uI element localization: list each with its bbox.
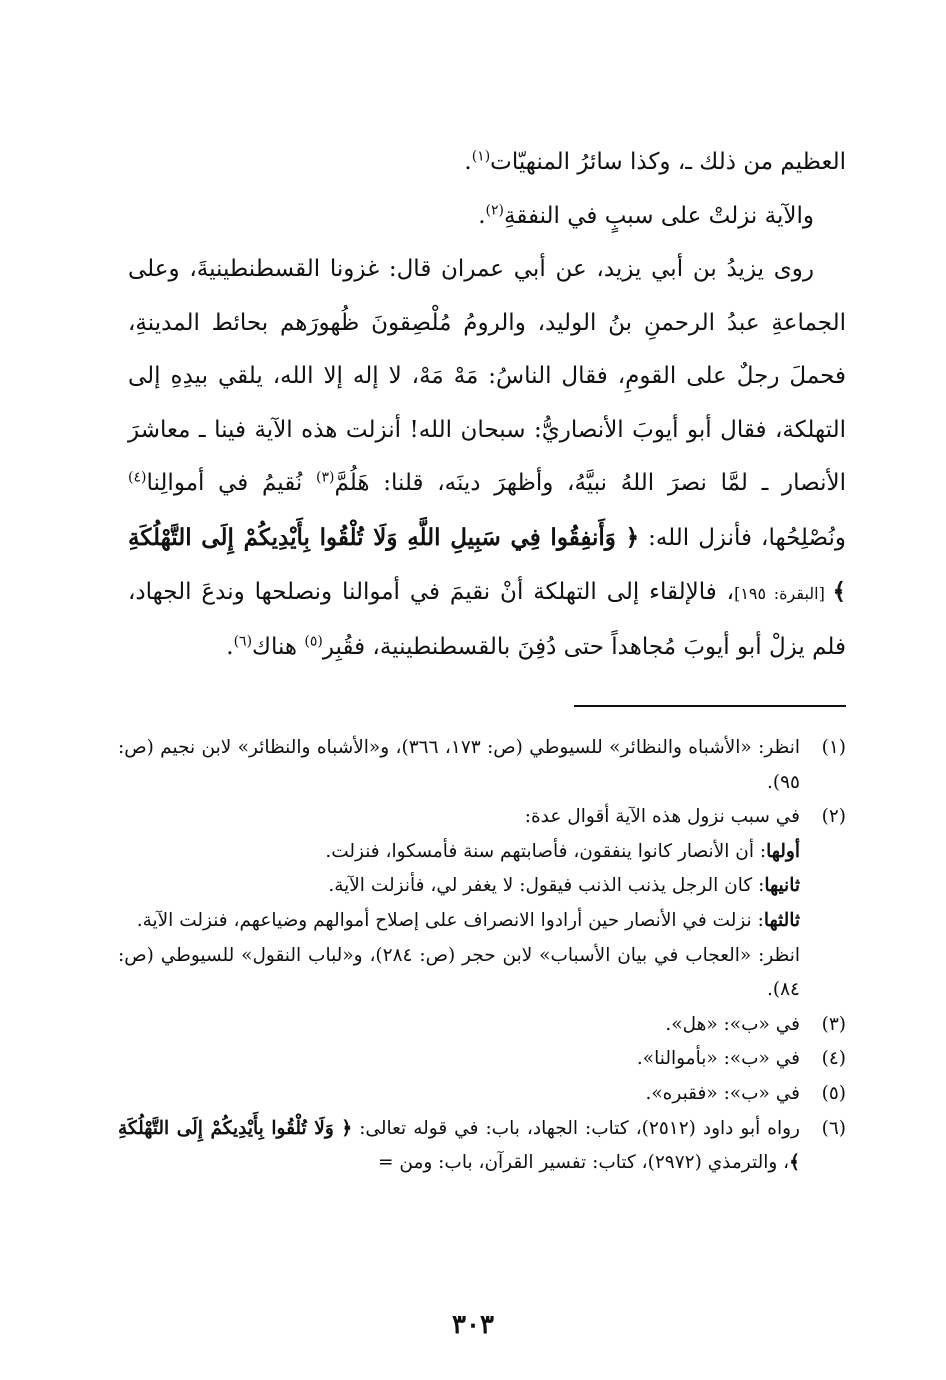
footnote-6: [118, 1112, 846, 1181]
quran-verse: ﴿ وَأَنفِقُوا فِي سَبِيلِ اللَّهِ وَلَا تُلْقُوا بِأَيْدِيكُمْ إِلَى التَّهْلُكَةِ ﴾: [128, 523, 846, 605]
footnote-4: [118, 1042, 846, 1077]
quran-verse: ﴿ وَلَا تُلْقُوا بِأَيْدِيكُمْ إِلَى التَّهْلُكَةِ ﴾: [118, 1117, 800, 1174]
footnote-number: (٣): [821, 1013, 846, 1035]
footnote-item-label: أولها: [766, 840, 800, 862]
footnote-item-text: : كان الرجل يذنب الذنب فيقول: لا يغفر لي، فأنزلت الآية.: [328, 875, 765, 897]
footnote-1: [118, 731, 846, 800]
footnote-3: [118, 1008, 846, 1043]
footnote-item: [118, 869, 800, 904]
footnote-text-post: ، والترمذي (٢٩٧٢)، كتاب: تفسير القرآن، باب: ومن =: [377, 1152, 790, 1174]
footnote-text: [118, 1112, 800, 1181]
paragraph-2-text: والآية نزلتْ على سببٍ في النفقةِ: [504, 202, 814, 229]
footnote-item: [118, 835, 800, 870]
footnote-body: [118, 731, 800, 800]
footnote-body: [118, 1112, 800, 1181]
footnote-text: في «ب»: «فقبره».: [645, 1082, 800, 1104]
footnote-item-label: ثانيها: [764, 875, 800, 897]
footnote-number: (٦): [821, 1117, 846, 1139]
footnote-text: انظر: «العجاب في بيان الأسباب» لابن حجر (ص: ٢٨٤)، و«لباب النقول» للسيوطي (ص: ٨٤).: [118, 944, 801, 1001]
footnotes: [118, 731, 846, 1181]
footnote-5: [118, 1077, 846, 1112]
footnote-item: [118, 904, 800, 939]
paragraph-1-text: العظيم من ذلك ـ، وكذا سائرُ المنهيّات: [490, 149, 846, 175]
footnote-separator: [574, 705, 846, 707]
footnote-item-text: : أن الأنصار كانوا ينفقون، فأصابتهم سنة فأمسكوا، فنزلت.: [325, 840, 767, 862]
footnote-body: [118, 1077, 800, 1112]
page-number: ٣٠٣: [452, 1310, 494, 1340]
paragraph-3-text-d: ، فالإلقاء إلى التهلكة أنْ نقيمَ في أموالنا ونصلحها وندعَ الجهاد، فلم يزلْ أبو أيوبَ مُجاهداً حتى دُفِنَ بالقسطنطينية، فقُبِر: [128, 579, 846, 660]
footnote-number: (٤): [821, 1048, 846, 1070]
footnote-text: في سبب نزول هذه الآية أقوال عدة:: [524, 806, 800, 828]
footnote-number: (١): [821, 737, 846, 758]
footnote-item-label: ثالثها: [763, 909, 800, 931]
footnote-2: [118, 800, 846, 1008]
footnote-ref-4[interactable]: (٤): [128, 469, 147, 486]
footnote-ref-5[interactable]: (٥): [304, 632, 323, 649]
footnote-item-text: : نزلت في الأنصار حين أرادوا الانصراف على إصلاح أموالهم وضياعهم، فنزلت الآية.: [136, 909, 764, 931]
paragraph-2: [128, 190, 846, 244]
footnote-ref-3[interactable]: (٣): [315, 469, 335, 486]
paragraph-3-text-e: هناك: [252, 633, 305, 660]
footnote-ref-1[interactable]: (١): [471, 148, 491, 165]
paragraph-3-end: .: [226, 633, 234, 660]
surah-citation: [البقرة: ١٩٥]: [734, 584, 833, 603]
paragraph-2-end: .: [478, 202, 486, 229]
footnote-body: [118, 1042, 800, 1077]
paragraph-3-text-b: نُقيمُ في أموالِنا: [146, 470, 316, 496]
footnote-number: (٢): [821, 806, 846, 828]
footnote-text: في «ب»: «بأموالنا».: [636, 1048, 800, 1070]
footnote-ref-2[interactable]: (٢): [485, 201, 504, 218]
footnote-text: في «ب»: «هل».: [665, 1013, 800, 1035]
paragraph-3: [128, 243, 846, 674]
footnote-body: [118, 1008, 800, 1043]
footnote-text: انظر: «الأشباه والنظائر» للسيوطي (ص: ١٧٣، ٣٦٦)، و«الأشباه والنظائر» لابن نجيم (ص: ٩٥).: [118, 737, 800, 793]
main-text: [128, 136, 846, 674]
paragraph-3-text-c: ونُصْلِحُها، فأنزل الله:: [639, 524, 846, 551]
paragraph-1: [128, 136, 846, 190]
footnote-number: (٥): [821, 1082, 846, 1104]
footnote-body: [118, 800, 800, 1008]
footnote-text-pre: رواه أبو داود (٢٥١٢)، كتاب: الجهاد، باب: في قوله تعالى:: [352, 1117, 800, 1139]
paragraph-1-end: .: [464, 149, 472, 175]
footnote-ref-6[interactable]: (٦): [233, 632, 253, 649]
paragraph-3-text-a: روى يزيدُ بن أبي يزيد، عن أبي عمران قال: غزونا القسطنطينيةَ، وعلى الجماعةِ عبدُ الرحمنِ بنُ الوليد، والرومُ مُلْصِقونَ ظُهورَهم بحائط المدينةِ، فحملَ رجلٌ على القومِ، فقال الناسُ: مَهْ مَهْ، لا إله إلا الله، يلقي بيدِهِ إلى التهلكة، فقال أبو أيوبَ الأنصاريُّ: سبحان الله! أنزلت هذه الآية فينا ـ معاشرَ الأنصار ـ لمَّا نصرَ اللهُ نبيَّهُ، وأظهرَ دينَه، قلنا: هَلُمَّ: [128, 256, 846, 496]
